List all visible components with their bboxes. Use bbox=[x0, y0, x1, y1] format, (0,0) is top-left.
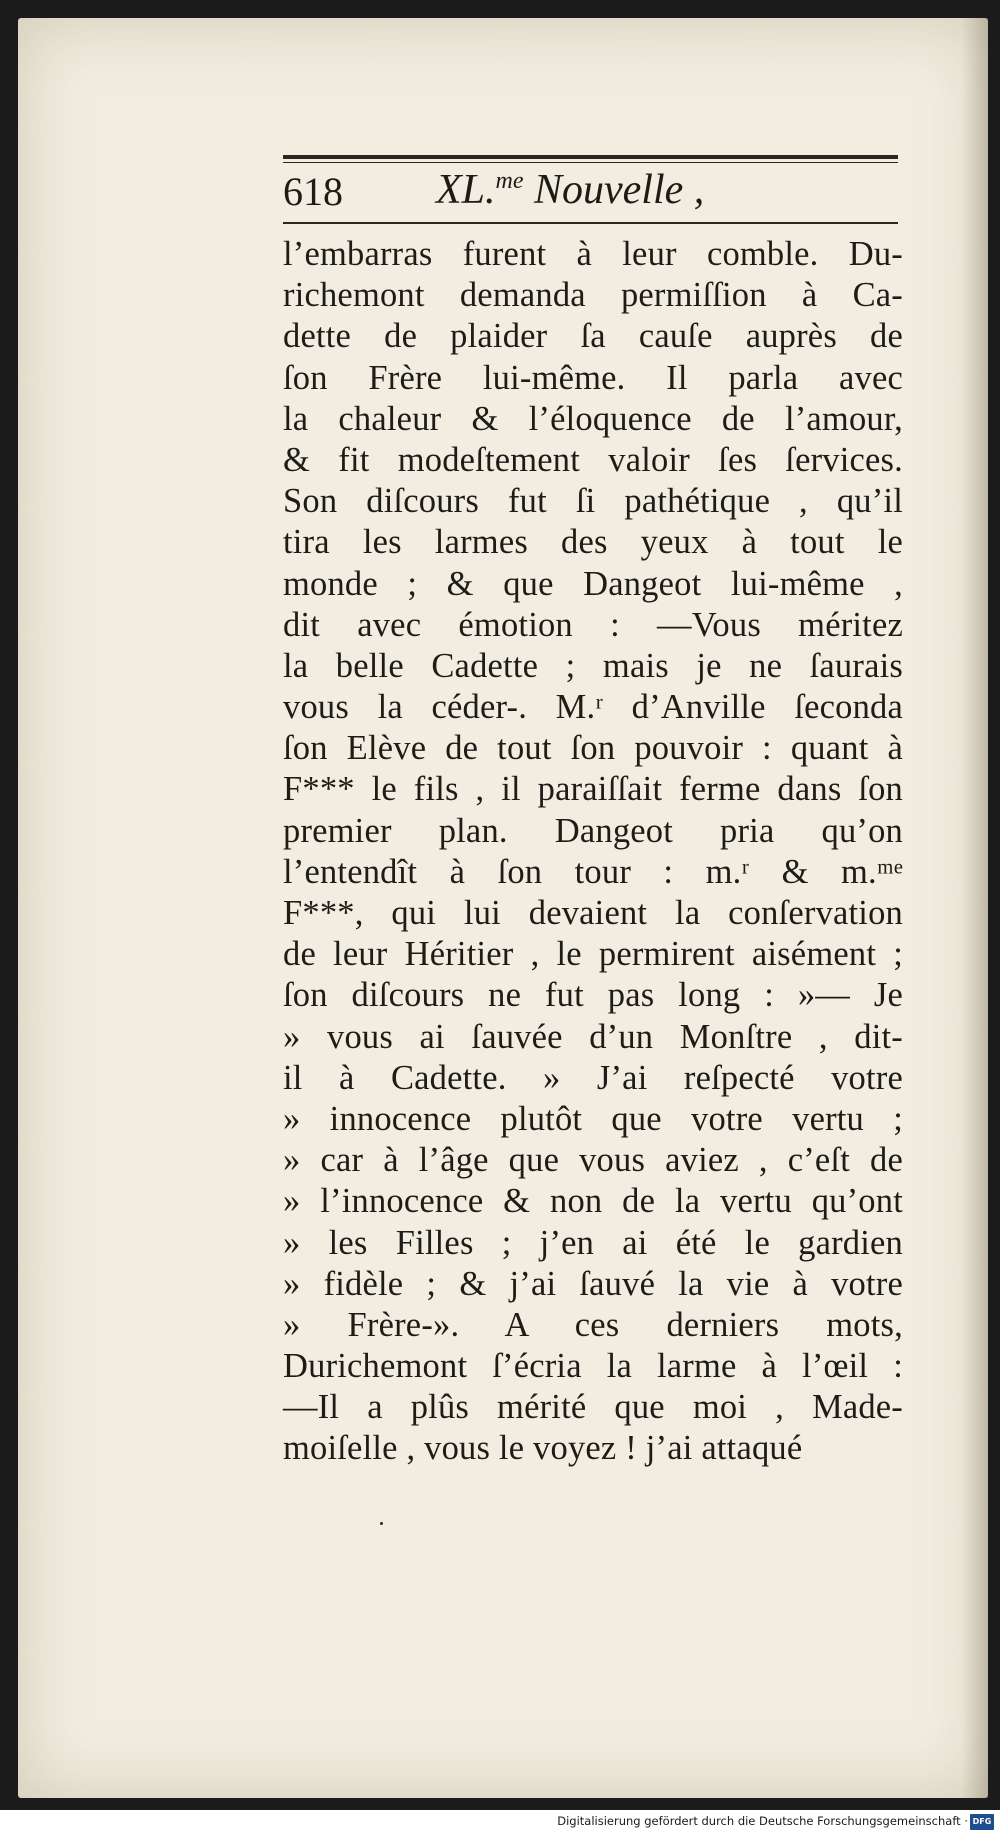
text-line: ſon Elève de tout ſon pouvoir : quant à bbox=[283, 729, 903, 768]
text-line: » fidèle ; & j’ai ſauvé la vie à votre bbox=[283, 1264, 903, 1303]
header-bottom-rule bbox=[283, 222, 898, 224]
text-line: l’entendît à ſon tour : m.ʳ & m.ᵐᵉ bbox=[283, 852, 903, 891]
digitization-footer bbox=[0, 1810, 1000, 1835]
text-line: » l’innocence & non de la vertu qu’ont bbox=[283, 1182, 903, 1221]
text-line: Durichemont ſ’écria la larme à l’œil : bbox=[283, 1347, 903, 1386]
text-line: » les Filles ; j’en ai été le gardien bbox=[283, 1223, 903, 1262]
text-line: vous la céder-. M.ʳ d’Anville ſeconda bbox=[283, 688, 903, 727]
text-line: & fit modeſtement valoir ſes ſervices. bbox=[283, 440, 903, 479]
running-title-rest: Nouvelle , bbox=[523, 167, 705, 213]
page-number: 618 bbox=[283, 169, 343, 214]
text-line: dette de plaider ſa cauſe auprès de bbox=[283, 317, 903, 356]
text-line: Son diſcours fut ſi pathétique , qu’il bbox=[283, 482, 903, 521]
text-line: de leur Héritier , le permirent aisément ; bbox=[283, 935, 903, 974]
text-line: la belle Cadette ; mais je ne ſaurais bbox=[283, 646, 903, 685]
page-header bbox=[283, 164, 898, 218]
running-title bbox=[436, 166, 704, 214]
text-line: la chaleur & l’éloquence de l’amour, bbox=[283, 399, 903, 438]
text-line: » innocence plutôt que votre vertu ; bbox=[283, 1099, 903, 1138]
footer-credit: Digitalisierung gefördert durch die Deutsche Forschungsgemeinschaft · bbox=[557, 1814, 968, 1828]
text-line: premier plan. Dangeot pria qu’on bbox=[283, 811, 903, 850]
header-top-thin-rule bbox=[283, 162, 898, 163]
dfg-logo: DFG bbox=[970, 1814, 994, 1830]
text-line: ſon Frère lui-même. Il parla avec bbox=[283, 358, 903, 397]
text-line: monde ; & que Dangeot lui-même , bbox=[283, 564, 903, 603]
text-line: ſon diſcours ne fut pas long : »— Je bbox=[283, 976, 903, 1015]
body-text bbox=[283, 234, 903, 1470]
header-top-rule bbox=[283, 155, 898, 159]
text-line: » car à l’âge que vous aviez , c’eſt de bbox=[283, 1141, 903, 1180]
text-line: il à Cadette. » J’ai reſpecté votre bbox=[283, 1058, 903, 1097]
page-speck bbox=[380, 1522, 383, 1525]
text-line: » Frère-». A ces derniers mots, bbox=[283, 1305, 903, 1344]
text-line: » vous ai ſauvée d’un Monſtre , dit- bbox=[283, 1017, 903, 1056]
running-title-superscript: me bbox=[495, 168, 524, 194]
text-line: F*** le fils , il paraiſſait ferme dans ſon bbox=[283, 770, 903, 809]
text-line: moiſelle , vous le voyez ! j’ai attaqué bbox=[283, 1429, 803, 1468]
running-title-main: XL. bbox=[436, 167, 496, 213]
text-line: tira les larmes des yeux à tout le bbox=[283, 523, 903, 562]
text-line: —Il a plûs mérité que moi , Made- bbox=[283, 1388, 903, 1427]
text-line: l’embarras furent à leur comble. Du- bbox=[283, 235, 903, 273]
text-line: F***, qui lui devaient la conſervation bbox=[283, 894, 903, 932]
text-line: richemont demanda permiſſion à Ca- bbox=[283, 276, 903, 315]
text-line: dit avec émotion : —Vous méritez bbox=[283, 605, 903, 644]
